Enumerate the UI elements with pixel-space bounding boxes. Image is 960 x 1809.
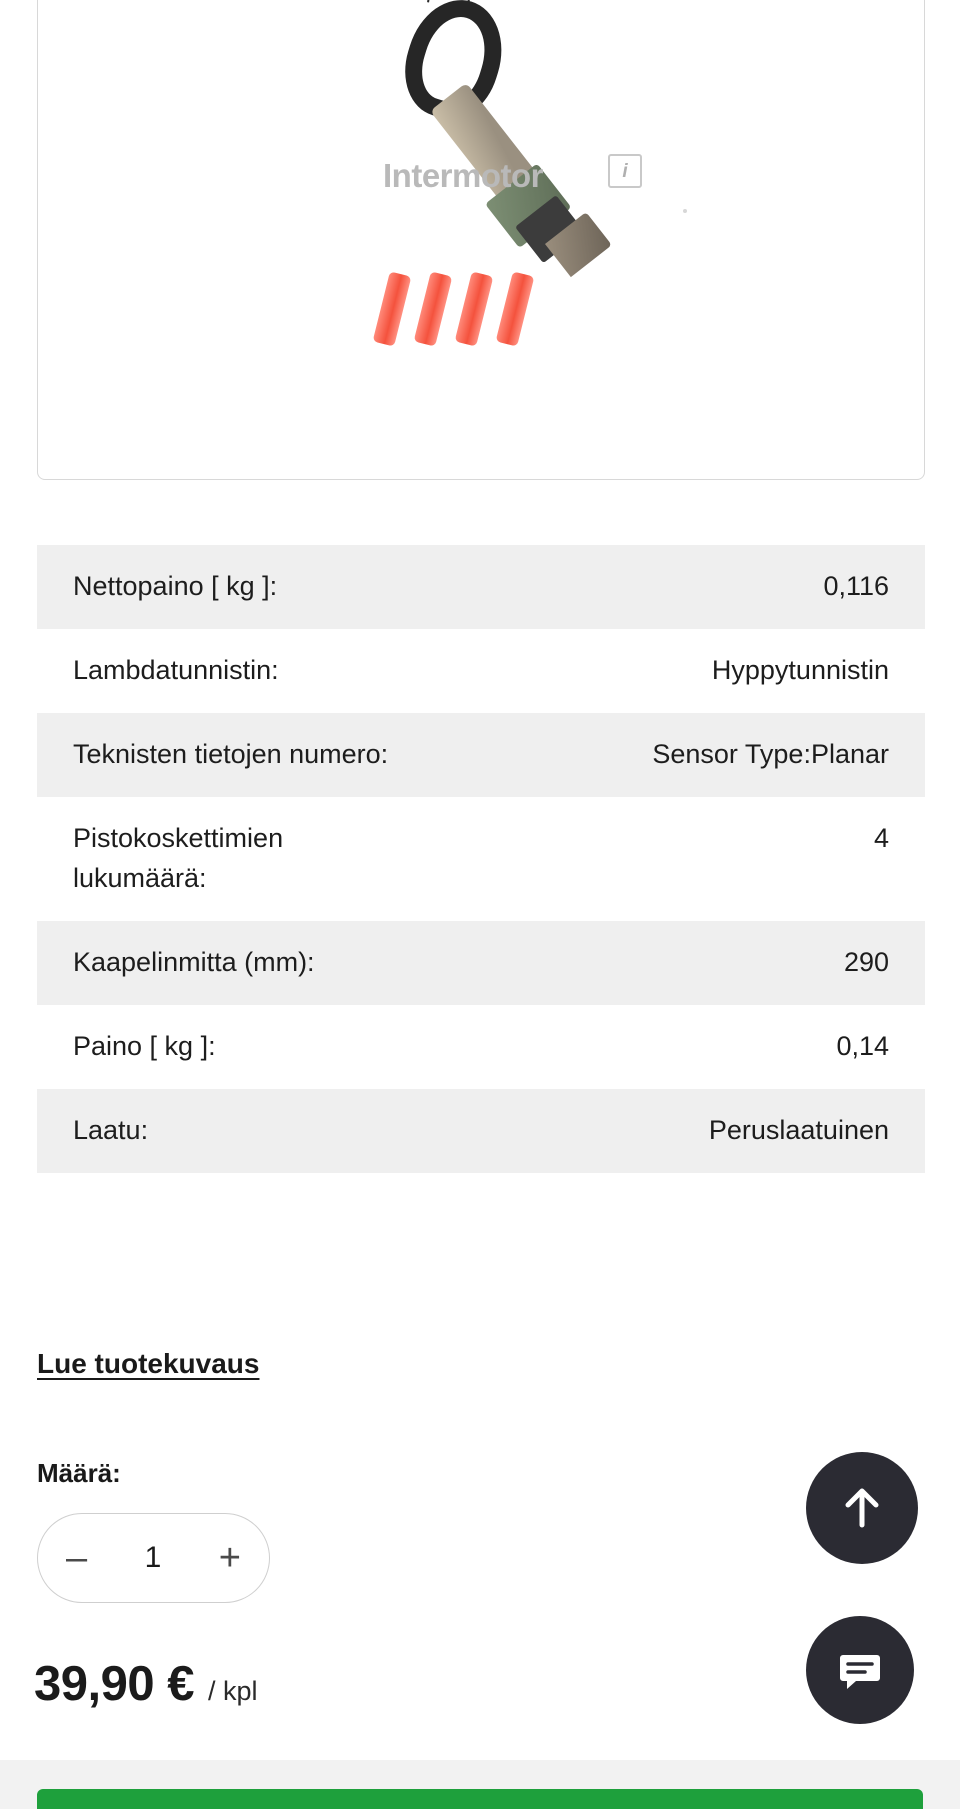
table-row [37, 713, 925, 797]
spec-key: Paino [ kg ]: [73, 1030, 216, 1061]
spec-key: Lambdatunnistin: [73, 655, 279, 686]
spec-value: 290 [843, 946, 889, 977]
brand-watermark-badge-icon: i [608, 154, 642, 188]
price-unit: / kpl [208, 1676, 258, 1706]
product-photo [38, 0, 924, 479]
crimp-connector [414, 271, 453, 346]
table-row [37, 629, 925, 713]
quantity-label: Määrä: [37, 1458, 121, 1488]
table-row [37, 797, 925, 920]
table-row [37, 545, 925, 629]
brand-watermark: Intermotor [383, 157, 543, 194]
spec-key: Teknisten tietojen numero: [73, 739, 389, 770]
price-amount: 39,90 € [34, 1657, 194, 1711]
crimp-connector [455, 271, 494, 346]
spec-key: Kaapelinmitta (mm): [73, 946, 315, 977]
scroll-to-top-button[interactable] [806, 1452, 918, 1564]
product-image-card[interactable] [37, 0, 925, 480]
spec-value: 0,116 [823, 571, 889, 601]
crimp-connector [373, 271, 412, 346]
spec-value: 0,14 [836, 1030, 889, 1061]
specifications-table [37, 545, 925, 1173]
spec-value: 4 [873, 823, 889, 854]
spec-key: Laatu: [73, 1114, 149, 1145]
crimp-connector [496, 271, 535, 346]
quantity-stepper[interactable] [37, 1513, 270, 1603]
quantity-value[interactable]: 1 [144, 1541, 162, 1574]
sensor-wire-left [427, 0, 440, 2]
add-to-cart-button[interactable] [37, 1789, 923, 1809]
spec-key: Pistokoskettimien lukumäärä: [73, 823, 284, 893]
price-block [34, 1656, 258, 1712]
spec-value: Hyppytunnistin [711, 655, 889, 686]
quantity-increase-button[interactable]: + [218, 1537, 241, 1579]
table-row [37, 1089, 925, 1173]
table-row [37, 921, 925, 1005]
quantity-decrease-button[interactable]: – [66, 1537, 88, 1579]
read-description-link[interactable]: Lue tuotekuvaus [37, 1348, 260, 1379]
chat-bubble-icon [835, 1645, 885, 1695]
spec-value: Sensor Type:Planar [652, 739, 889, 770]
image-speck [683, 209, 687, 213]
spec-value: Peruslaatuinen [708, 1114, 889, 1145]
table-row [37, 1005, 925, 1089]
chat-button[interactable] [806, 1616, 914, 1724]
arrow-up-icon [835, 1481, 889, 1535]
spec-key: Nettopaino [ kg ]: [73, 571, 278, 601]
